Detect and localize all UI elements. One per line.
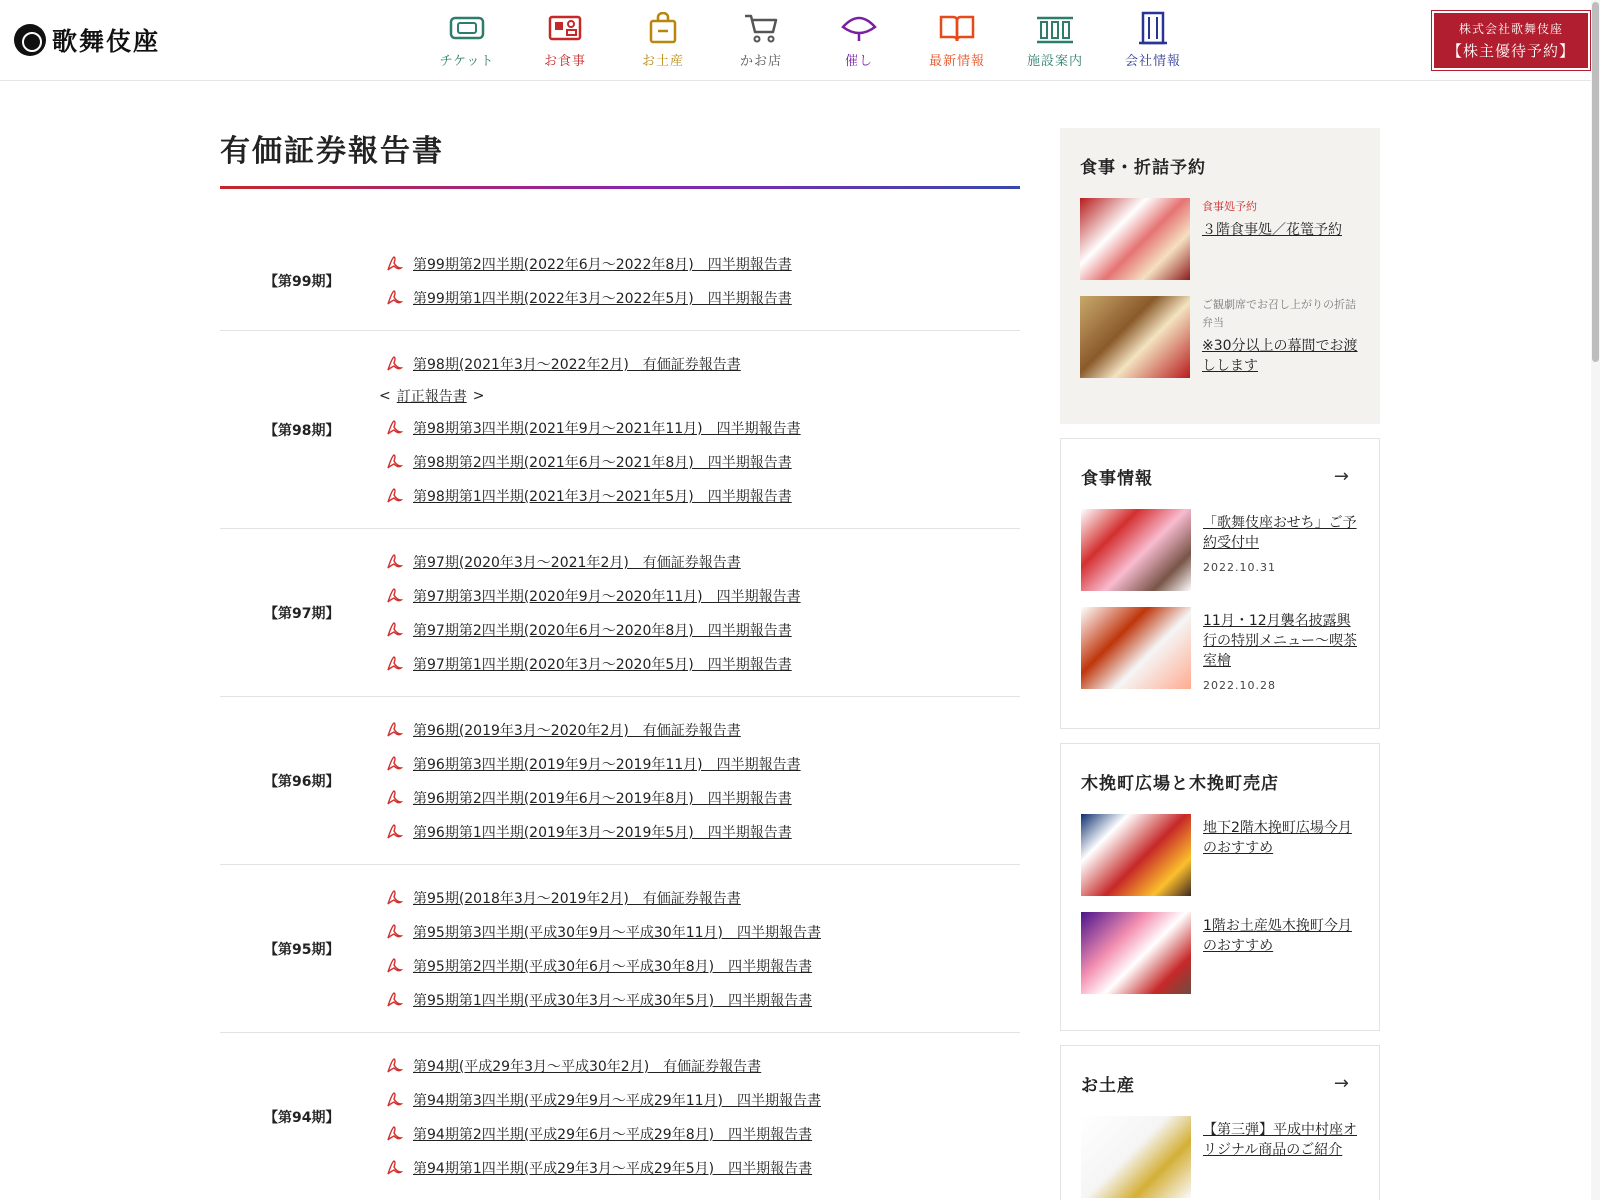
news-card [1081, 509, 1359, 591]
shop-photo[interactable] [1081, 912, 1191, 994]
period-label: 【第99期】 [264, 273, 340, 290]
meal-photo[interactable] [1080, 198, 1190, 280]
period-row [220, 331, 1020, 529]
report-link[interactable]: 第97期(2020年3月～2021年2月) 有価証券報告書 [413, 555, 741, 571]
box-header [1081, 1068, 1359, 1098]
doc-item [385, 411, 801, 445]
arrow-right-icon[interactable]: → [1333, 465, 1349, 487]
shop-photo[interactable] [1081, 814, 1191, 896]
box-header [1081, 461, 1359, 491]
nav-label: 施設案内 [1026, 54, 1083, 69]
nav-meal[interactable] [516, 10, 614, 72]
book-icon [937, 10, 977, 46]
report-link[interactable]: 第94期第1四半期(平成29年3月～平成29年5月) 四半期報告書 [413, 1161, 813, 1177]
news-photo[interactable] [1081, 509, 1191, 591]
meal-reservation-box [1060, 128, 1380, 424]
card-body [1203, 509, 1359, 591]
doc-item [385, 445, 801, 479]
report-list [220, 231, 1020, 1200]
report-link[interactable]: 第97期第2四半期(2020年6月～2020年8月) 四半期報告書 [413, 623, 792, 639]
report-link[interactable]: 第94期(平成29年3月～平成30年2月) 有価証券報告書 [413, 1059, 762, 1075]
doc-item [385, 983, 821, 1017]
correction-report [379, 381, 801, 411]
doc-item [385, 613, 801, 647]
period-label: 【第97期】 [264, 605, 340, 622]
doc-list [385, 231, 792, 330]
doc-list [385, 697, 801, 864]
doc-item [385, 247, 792, 281]
nav-company[interactable] [1104, 10, 1202, 72]
box-title: 食事・折詰予約 [1080, 157, 1206, 178]
news-date: 2022.10.31 [1203, 561, 1276, 574]
souvenir-bag-icon [643, 10, 683, 46]
global-nav [418, 10, 1202, 72]
souvenir-photo[interactable] [1081, 1116, 1191, 1198]
doc-item [385, 915, 821, 949]
souvenir-card [1081, 1116, 1359, 1198]
meal-info-box [1060, 438, 1380, 729]
scrollbar-thumb[interactable] [1592, 2, 1599, 362]
report-link[interactable]: 第96期第1四半期(2019年3月～2019年5月) 四半期報告書 [413, 825, 792, 841]
card-tag: 食事処予約 [1202, 200, 1257, 213]
shop-link[interactable]: 1階お土産処木挽町今月のおすすめ [1203, 918, 1352, 954]
pdf-icon [385, 587, 403, 605]
pdf-icon [385, 621, 403, 639]
doc-item [385, 347, 801, 381]
page-title: 有価証券報告書 [220, 134, 444, 169]
logo-text: 歌舞伎座 [52, 27, 161, 56]
pdf-icon [385, 655, 403, 673]
doc-list [379, 331, 801, 528]
pdf-icon [385, 355, 403, 373]
report-link[interactable]: 第95期第3四半期(平成30年9月～平成30年11月) 四半期報告書 [413, 925, 821, 941]
office-icon [1133, 10, 1173, 46]
report-link[interactable]: 第98期第1四半期(2021年3月～2021年5月) 四半期報告書 [413, 489, 792, 505]
box-title: お土産 [1081, 1075, 1135, 1096]
restaurant-reservation-link[interactable]: ３階食事処／花篭予約 [1202, 222, 1342, 238]
pdf-icon [385, 419, 403, 437]
card-body [1202, 296, 1360, 378]
news-date: 2022.10.28 [1203, 679, 1276, 692]
report-link[interactable]: 第94期第2四半期(平成29年6月～平成29年8月) 四半期報告書 [413, 1127, 813, 1143]
pdf-icon [385, 289, 403, 307]
pdf-icon [385, 789, 403, 807]
box-title: 木挽町広場と木挽町売店 [1081, 773, 1279, 794]
building-icon [1035, 10, 1075, 46]
report-link[interactable]: 第96期第3四半期(2019年9月～2019年11月) 四半期報告書 [413, 757, 801, 773]
doc-list [385, 1033, 821, 1200]
title-divider [220, 186, 1020, 189]
pdf-icon [385, 255, 403, 273]
nav-facility[interactable] [1006, 10, 1104, 72]
doc-item [385, 747, 801, 781]
news-link[interactable]: 11月・12月襲名披露興行の特別メニュー～喫茶室檜 [1203, 613, 1357, 669]
nav-label: お食事 [543, 54, 586, 69]
period-label: 【第95期】 [264, 941, 340, 958]
card-tag: ご観劇席でお召し上がりの折詰弁当 [1202, 298, 1356, 329]
doc-item [385, 1049, 821, 1083]
news-card [1081, 607, 1359, 692]
doc-item [385, 281, 792, 315]
reservation-card [1080, 296, 1360, 378]
cta-company-name: 株式会社歌舞伎座 [1458, 22, 1563, 36]
doc-item [385, 713, 801, 747]
nav-label: お土産 [641, 54, 684, 69]
doc-item [385, 647, 801, 681]
sidebar [1060, 128, 1380, 1200]
report-link[interactable]: 第97期第1四半期(2020年3月～2020年5月) 四半期報告書 [413, 657, 792, 673]
card-body [1203, 912, 1359, 994]
shareholder-reservation-button[interactable] [1432, 11, 1590, 70]
site-header [0, 0, 1600, 81]
period-row [220, 529, 1020, 697]
doc-item [385, 781, 801, 815]
souvenir-link[interactable]: 【第三弾】平成中村座オリジナル商品のご紹介 [1203, 1122, 1357, 1158]
nav-ticket[interactable] [418, 10, 516, 72]
nav-events[interactable] [810, 10, 908, 72]
site-logo[interactable] [14, 22, 160, 58]
period-row [220, 865, 1020, 1033]
pdf-icon [385, 991, 403, 1009]
main-content [220, 126, 1020, 1200]
pdf-icon [385, 1057, 403, 1075]
nav-souvenir[interactable] [614, 10, 712, 72]
box-header [1080, 150, 1360, 180]
doc-item [385, 881, 821, 915]
pdf-icon [385, 487, 403, 505]
kobiki-box [1060, 743, 1380, 1031]
pdf-icon [385, 755, 403, 773]
card-body [1203, 814, 1359, 896]
box-title: 食事情報 [1081, 468, 1153, 489]
nav-label: かお店 [739, 54, 782, 69]
logo-crest-icon [14, 24, 46, 56]
bracket-close: > [472, 388, 485, 404]
news-photo[interactable] [1081, 607, 1191, 689]
report-link[interactable]: 第98期第2四半期(2021年6月～2021年8月) 四半期報告書 [413, 455, 792, 471]
bento-reservation-link[interactable]: ※30分以上の幕間でお渡しします [1202, 338, 1358, 374]
doc-item [385, 949, 821, 983]
pdf-icon [385, 957, 403, 975]
box-header [1081, 766, 1359, 796]
nav-label: チケット [439, 54, 495, 69]
period-label: 【第94期】 [264, 1109, 340, 1126]
pdf-icon [385, 889, 403, 907]
shop-link[interactable]: 地下2階木挽町広場今月のおすすめ [1203, 820, 1352, 856]
pdf-icon [385, 1125, 403, 1143]
doc-item [385, 1083, 821, 1117]
period-row [220, 1033, 1020, 1200]
nav-news[interactable] [908, 10, 1006, 72]
period-label: 【第98期】 [264, 422, 340, 439]
pdf-icon [385, 1091, 403, 1109]
report-link[interactable]: 第94期第3四半期(平成29年9月～平成29年11月) 四半期報告書 [413, 1093, 821, 1109]
pdf-icon [385, 823, 403, 841]
cta-label: 【株主優待予約】 [1446, 42, 1575, 60]
report-link[interactable]: 第98期第3四半期(2021年9月～2021年11月) 四半期報告書 [413, 421, 801, 437]
nav-shop[interactable] [712, 10, 810, 72]
doc-item [385, 579, 801, 613]
pdf-icon [385, 553, 403, 571]
pdf-icon [385, 721, 403, 739]
news-link[interactable]: 「歌舞伎座おせち」ご予約受付中 [1203, 515, 1357, 551]
report-link[interactable]: 第95期第2四半期(平成30年6月～平成30年8月) 四半期報告書 [413, 959, 813, 975]
souvenir-box [1060, 1045, 1380, 1200]
doc-item [385, 545, 801, 579]
report-link[interactable]: 第99期第1四半期(2022年3月～2022年5月) 四半期報告書 [413, 291, 792, 307]
pdf-icon [385, 1159, 403, 1177]
pdf-icon [385, 923, 403, 941]
reservation-card [1080, 198, 1360, 280]
ticket-icon [447, 10, 487, 46]
period-row [220, 231, 1020, 331]
report-link[interactable]: 第99期第2四半期(2022年6月～2022年8月) 四半期報告書 [413, 257, 792, 273]
shop-card [1081, 912, 1359, 994]
cart-icon [741, 10, 781, 46]
doc-item [385, 815, 801, 849]
report-link[interactable]: 第96期第2四半期(2019年6月～2019年8月) 四半期報告書 [413, 791, 792, 807]
doc-list [385, 529, 801, 696]
report-link[interactable]: 第95期第1四半期(平成30年3月～平成30年5月) 四半期報告書 [413, 993, 813, 1009]
report-link[interactable]: 第95期(2018年3月～2019年2月) 有価証券報告書 [413, 891, 741, 907]
report-link[interactable]: 第98期(2021年3月～2022年2月) 有価証券報告書 [413, 357, 741, 373]
card-body [1203, 1116, 1359, 1198]
card-body [1203, 607, 1359, 692]
report-link[interactable]: 第97期第3四半期(2020年9月～2020年11月) 四半期報告書 [413, 589, 801, 605]
meal-icon [545, 10, 585, 46]
shop-card [1081, 814, 1359, 896]
correction-report-link[interactable]: 訂正報告書 [396, 389, 467, 405]
bracket-open: < [379, 388, 391, 404]
doc-list [385, 865, 821, 1032]
page-scrollbar[interactable] [1591, 0, 1600, 1200]
nav-label: 催し [844, 54, 873, 69]
period-row [220, 697, 1020, 865]
arrow-right-icon[interactable]: → [1333, 1072, 1349, 1094]
report-link[interactable]: 第96期(2019年3月～2020年2月) 有価証券報告書 [413, 723, 741, 739]
doc-item [385, 479, 801, 513]
pdf-icon [385, 453, 403, 471]
doc-item [385, 1151, 821, 1185]
nav-label: 会社情報 [1124, 54, 1181, 69]
bento-photo[interactable] [1080, 296, 1190, 378]
nav-label: 最新情報 [928, 54, 985, 69]
period-label: 【第96期】 [264, 773, 340, 790]
card-body [1202, 198, 1360, 280]
fan-icon [839, 10, 879, 46]
doc-item [385, 1117, 821, 1151]
